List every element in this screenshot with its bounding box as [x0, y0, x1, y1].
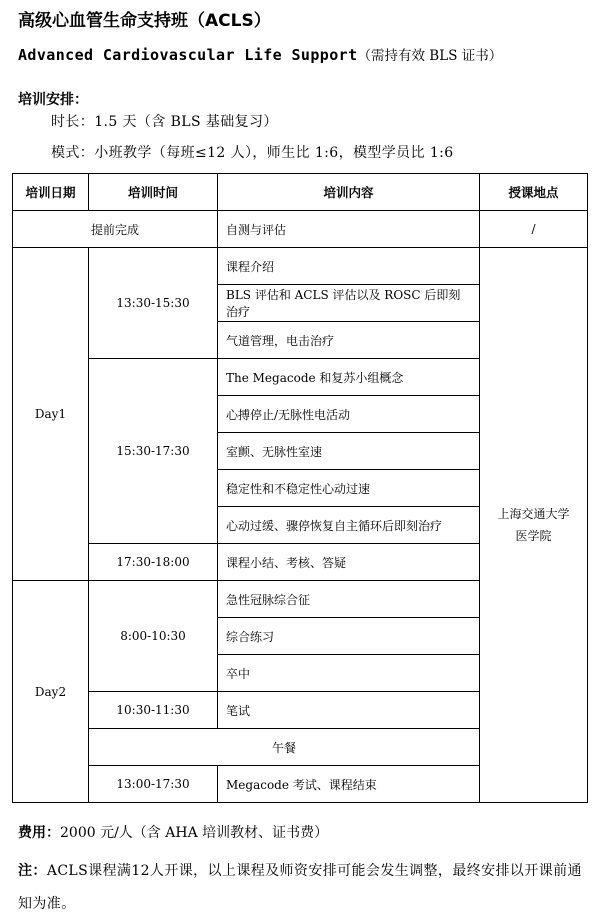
pre-row-place: / — [480, 211, 588, 248]
schedule-table — [12, 173, 588, 803]
fee-line — [18, 822, 328, 842]
content-cell: 综合练习 — [218, 618, 480, 655]
header-date: 培训日期 — [13, 174, 89, 211]
place-line-1: 上海交通大学 — [497, 507, 570, 521]
fee-label: 费用： — [18, 825, 60, 841]
subtitle-requirement: （需持有效 BLS 证书） — [357, 48, 503, 64]
place-cell — [480, 248, 588, 803]
subtitle-english: Advanced Cardiovascular Life Support — [18, 46, 358, 64]
header-content: 培训内容 — [218, 174, 480, 211]
arrangement-label: 培训安排： — [18, 92, 88, 108]
content-cell: 心搏停止/无脉性电活动 — [218, 396, 480, 433]
mode-line: 模式：小班教学（每班≤12 人），师生比 1:6，模型学员比 1:6 — [51, 145, 454, 161]
note-text: ACLS课程满12人开课，以上课程及师资安排可能会发生调整，最终安排以开课前通知为准。 — [18, 863, 582, 912]
place-line-2: 医学院 — [515, 529, 552, 543]
course-subtitle — [18, 44, 502, 64]
content-cell: 室颤、无脉性室速 — [218, 433, 480, 470]
content-cell: 稳定性和不稳定性心动过速 — [218, 470, 480, 507]
content-cell: BLS 评估和 ACLS 评估以及 ROSC 后即刻治疗 — [218, 285, 480, 322]
lunch-cell: 午餐 — [89, 729, 480, 766]
table-row — [13, 248, 588, 285]
time-cell: 13:00-17:30 — [89, 766, 218, 803]
note-label: 注： — [18, 863, 47, 879]
header-place: 授课地点 — [480, 174, 588, 211]
content-cell: 气道管理，电击治疗 — [218, 322, 480, 359]
fee-text: 2000 元/人（含 AHA 培训教材、证书费） — [60, 825, 329, 841]
content-cell: The Megacode 和复苏小组概念 — [218, 359, 480, 396]
time-cell: 13:30-15:30 — [89, 248, 218, 359]
duration-line: 时长：1.5 天（含 BLS 基础复习） — [51, 114, 278, 130]
content-cell: 自测与评估 — [218, 211, 480, 248]
time-cell: 15:30-17:30 — [89, 359, 218, 544]
content-cell: 卒中 — [218, 655, 480, 692]
day1-label: Day1 — [13, 248, 89, 581]
content-cell: 课程小结、考核、答疑 — [218, 544, 480, 581]
note-paragraph — [18, 855, 590, 921]
content-cell: 心动过缓、骤停恢复自主循环后即刻治疗 — [218, 507, 480, 544]
pre-row-label: 提前完成 — [13, 211, 218, 248]
time-cell: 10:30-11:30 — [89, 692, 218, 729]
content-cell: 课程介绍 — [218, 248, 480, 285]
content-cell: 笔试 — [218, 692, 480, 729]
content-cell: Megacode 考试、课程结束 — [218, 766, 480, 803]
time-cell: 17:30-18:00 — [89, 544, 218, 581]
header-time: 培训时间 — [89, 174, 218, 211]
page-title: 高级心血管生命支持班（ACLS） — [18, 11, 271, 31]
table-header-row — [13, 174, 588, 211]
content-cell: 急性冠脉综合征 — [218, 581, 480, 618]
table-row — [13, 211, 588, 248]
day2-label: Day2 — [13, 581, 89, 803]
time-cell: 8:00-10:30 — [89, 581, 218, 692]
